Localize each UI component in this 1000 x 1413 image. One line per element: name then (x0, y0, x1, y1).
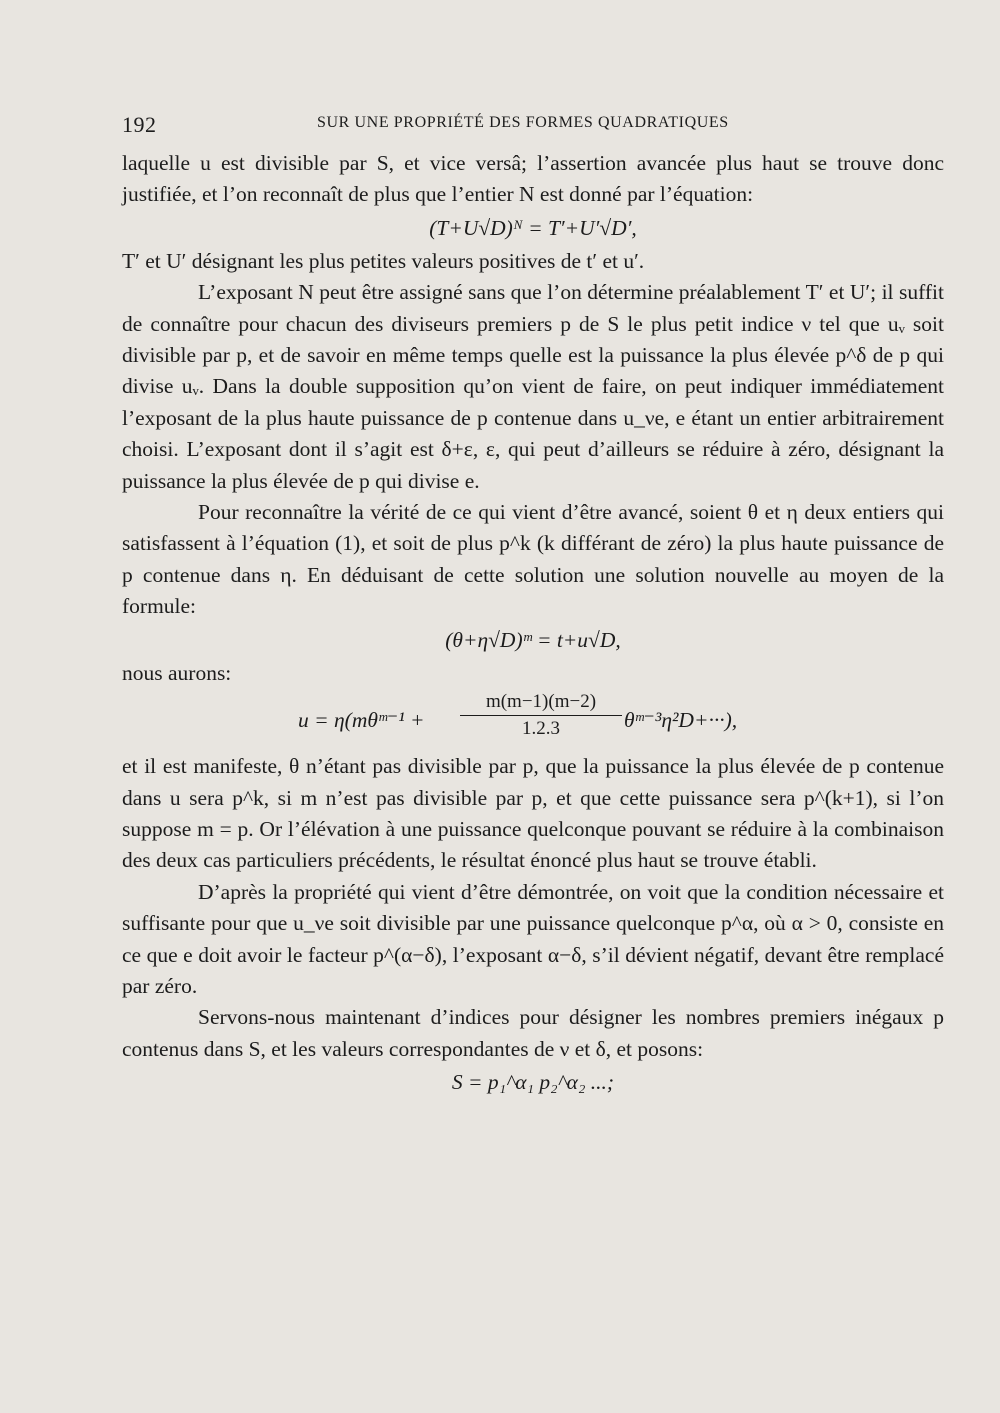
equation-3-fraction (460, 689, 622, 742)
equation-3 (122, 689, 944, 751)
page-body (122, 148, 944, 1100)
paragraph-3: L’exposant N peut être assigné sans que l’on détermine préalablement T′ et U′; il suffit de connaître pour chacun des diviseurs premiers p de S le plus petit indice ν tel que uᵥ soit divisible par p, et de savoir en même temps quelle est la puissance la plus élevée p^δ de p qui divise uᵥ. Dans la double supposition qu’on vient de faire, on peut indiquer immédiatement l’exposant de la plus haute puissance de p contenue dans u_νe, e étant un entier arbitrairement choisi. L’exposant dont il s’agit est δ+ε, ε, qui peut d’ailleurs se réduire à zéro, désignant la puissance la plus élevée de p qui divise e. (122, 280, 944, 493)
paragraph-5: nous aurons: (122, 660, 232, 685)
paragraph-4: Pour reconnaître la vérité de ce qui vient d’être avancé, soient θ et η deux entiers qui satisfassent à l’équation (1), et soit de plus p^k (k différant de zéro) la plus haute puissance de p contenue dans η. En déduisant de cette solution une solution nouvelle au moyen de la formule: (122, 500, 944, 619)
fraction-numerator: m(m−1)(m−2) (460, 689, 622, 716)
fraction-denominator: 1.2.3 (522, 718, 560, 740)
paragraph-7: D’après la propriété qui vient d’être démontrée, on voit que la condition nécessaire et suffisante pour que u_νe soit divisible par une puissance quelconque p^α, où α > 0, consiste en ce que e doit avoir le facteur p^(α−δ), l’exposant α−δ, s’il dévient négatif, devant être remplacé par zéro. (122, 879, 944, 998)
paragraph-8: Servons-nous maintenant d’indices pour désigner les nombres premiers inégaux p contenus dans S, et les valeurs correspondantes de ν et δ, et posons: (122, 1005, 944, 1061)
paragraph-2: T′ et U′ désignant les plus petites valeurs positives de t′ et u′. (122, 248, 645, 273)
equation-3-rest: θᵐ⁻³η²D+···), (624, 708, 738, 733)
paragraph-6: et il est manifeste, θ n’étant pas divisible par p, que la puissance la plus élevée de p contenue dans u sera p^k, si m n’est pas divisible par p, et que cette puissance sera p^(k+1), si l’on suppose m = p. Or l’élévation à une puissance quelconque pouvant se réduire à la combinaison des deux cas particuliers précédents, le résultat énoncé plus haut se trouve établi. (122, 754, 944, 873)
equation-4: S = p₁^α₁ p₂^α₂ ...; (451, 1070, 615, 1095)
equation-2: (θ+η√D)ᵐ = t+u√D, (445, 627, 621, 652)
page-number: 192 (122, 112, 157, 137)
paragraph-1: laquelle u est divisible par S, et vice versâ; l’assertion avancée plus haut se trouve donc justifiée, et l’on reconnaît de plus que l’entier N est donné par l’équation: (122, 151, 944, 207)
running-title: SUR UNE PROPRIÉTÉ DES FORMES QUADRATIQUES (317, 114, 729, 131)
page-header (122, 108, 952, 142)
equation-3-lhs: u = η(mθᵐ⁻¹ + (298, 708, 425, 733)
equation-1: (T+U√D)ᴺ = T′+U′√D′, (429, 215, 637, 240)
